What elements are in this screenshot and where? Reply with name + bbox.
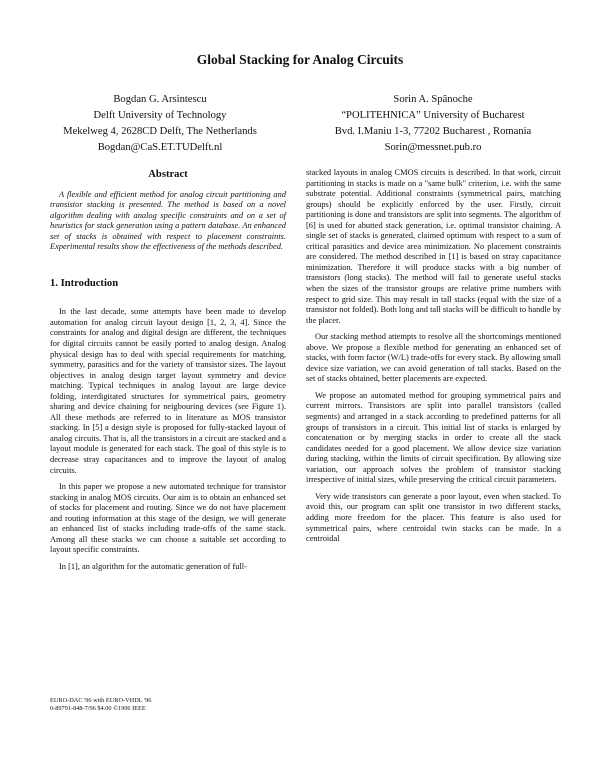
body-paragraph: Our stacking method attempts to resolve all the shortcomings mentioned above. We propose a flexible method for generating an enhanced set of stacks, with form factor (W/L) trade-offs for every stack. By allowing small device size variation, we can avoid generation of tall stacks. Based on the set of stacks obtained, better placements are expected. [306, 332, 561, 384]
author-affiliation: Delft University of Technology [93, 110, 227, 121]
author-affiliation: “POLITEHNICA” University of Bucharest [341, 110, 525, 121]
body-paragraph: stacked layouts in analog CMOS circuits is described. In that work, circuit partitioning in stacks is made on a "same bulk" criterion, i.e. with the same substrate potential. Additional constraints (symmetrical pairs, matching groups) should be explicitly enforced by the user. Firstly, circuit partitioning is done and transistors are split into segments. The algorithm of [6] is used for abutted stack generation, i.e. optimal transistor chaining. A single set of stacks is generated, claimed optimum with respect to a sum of critical parasitics and device area minimization. No placement constraints are considered. The method described in [1] is based on stray capacitance minimization. Therefore it will produce stacks with a big number of transistors (long stacks). The method will fail to generate useful stacks when the sizes of the transistor groups are relative prime numbers with respect to grid size. This may result in tall stacks (equal with the size of a transistor not folded). Both long and tall stacks will be difficult to handle by the placer. [306, 168, 561, 325]
author-block-1 [40, 92, 280, 156]
section-heading-introduction: 1. Introduction [50, 277, 119, 289]
abstract-heading: Abstract [148, 169, 188, 180]
author-address: Mekelweg 4, 2628CD Delft, The Netherlands [63, 126, 257, 137]
author-email: Bogdan@CaS.ET.TUDelft.nl [97, 142, 223, 153]
author-name: Bogdan G. Arsintescu [113, 94, 207, 105]
footer-line: EURO-DAC '96 with EURO-VHDL '96 [50, 697, 152, 704]
copyright-footer [50, 697, 151, 713]
author-block-2 [298, 92, 568, 156]
body-paragraph: We propose an automated method for grouping symmetrical pairs and current mirrors. Transistors are split into parallel transistors (called segments) and arranged in a stack according to predefined patterns for all groups of transistors in a circuit. This initial list of stacks is enlarged by concatenation or by merging stacks in order to create all the stack candidates needed for a good placement. We allow device size variation during stacking, within the limits of circuit specification. By allowing size variation, our approach solves the problem of transistor stacking irrespective of initial sizes, while preserving the critical circuit parameters. [306, 390, 561, 485]
paper-title: Global Stacking for Analog Circuits [196, 52, 404, 67]
intro-paragraph: In this paper we propose a new automated technique for transistor stacking in analog MOS circuits. Our aim is to obtain an enhanced set of stacks for placement and routing. Since we do not have placement and routing information at this stage of the design, we will generate an enhanced list of stacks including trade-offs of the same stack. Among all these stacks we can choose a suitable set according to layout specific constraints. [50, 482, 286, 555]
author-name: Sorin A. Spânoche [393, 94, 473, 105]
left-column [50, 168, 286, 579]
author-address: Bvd. I.Maniu 1-3, 77202 Bucharest , Romania [334, 126, 532, 137]
footer-line: 0-89791-848-7/96 $4.00 ©1996 IEEE [50, 705, 146, 712]
body-paragraph: Very wide transistors can generate a poor layout, even when stacked. To avoid this, our program can split one transistor in two different stacks, adding more freedom for the placer. This feature is also used for symmetrical pairs, where centroidal twin stacks can be made. In a centroidal [306, 491, 561, 544]
intro-paragraph: In [1], an algorithm for the automatic generation of full- [59, 561, 247, 571]
intro-paragraph: In the last decade, some attempts have been made to develop automation for analog circuit layout design [1, 2, 3, 4]. Since the constraints for analog and digital design are different, the techniques for digital circuits cannot be easily ported to analog design. Analog physical design has to deal with special requirements for matching, symmetry, parasitics and for the variety of transistor sizes. The layout objectives in analog design target layout symmetry and device matching. Typical techniques in analog layout are large device folding, interdigitated structures for symmetrical pairs, geometry sharing and device chaining for neigbouring devices (see Figure 1). All these methods are referred to in literature as MOS transistor stacking. In [5] a design style is proposed for fully-stacked layout of analog circuits. That is, all the transistors in a circuit are stacked and a layout module is generated for each stack. The goal of this style is to decrease stray capacitances and to improve the layout of analog circuits. [50, 307, 286, 475]
author-email: Sorin@messnet.pub.ro [384, 142, 482, 153]
abstract-text: A flexible and efficient method for analog circuit partitioning and transistor stacking is presented. The method is based on a novel algorithm dealing with analog specific constraints and on a set of heuristics for stack generation using a pattern database. An enhanced set of stacks is obtained with respect to placement constraints. Experimental results show the effectiveness of the methods described. [50, 189, 286, 252]
right-column [306, 168, 561, 551]
